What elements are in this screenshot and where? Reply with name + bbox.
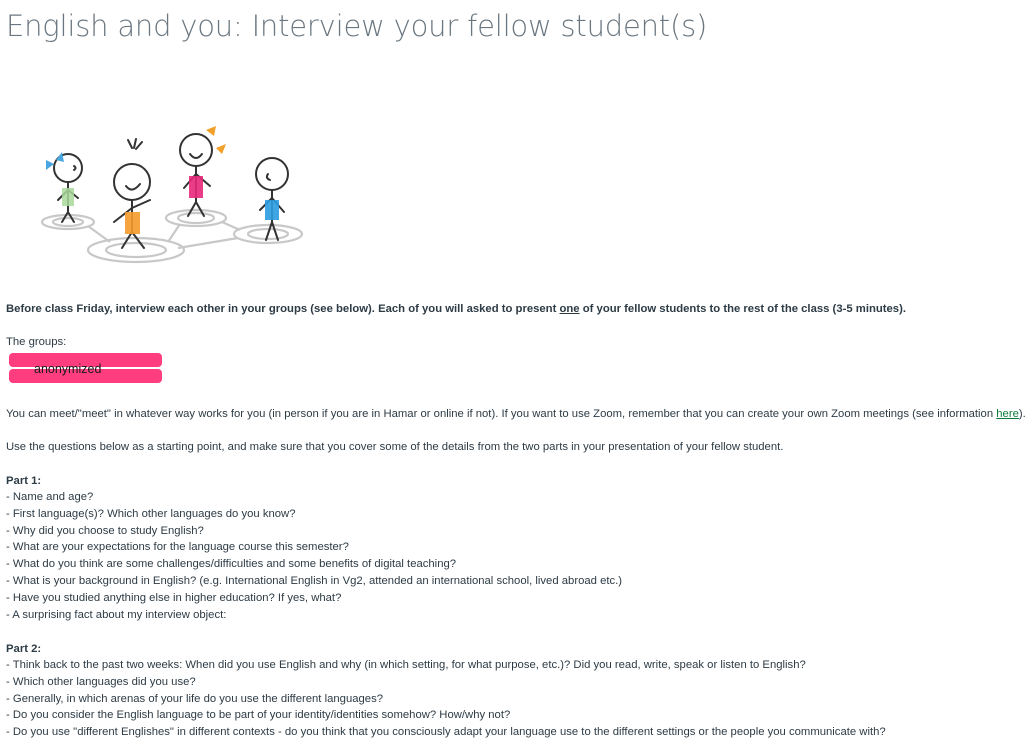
redacted-group-names: anonymized: [34, 362, 102, 376]
zoom-paragraph: [6, 406, 1026, 423]
part1-question: - First language(s)? Which other languages do you know?: [6, 507, 296, 520]
zoom-text: You can meet/"meet" in whatever way works for you (in person if you are in Hamar or online if not). If you want to use Zoom, remember that you can create your own Zoom meetings (see information: [6, 408, 997, 420]
intro-text-start: Before class Friday, interview each other in your groups (see below). Each of you will asked to present: [6, 303, 560, 315]
part1-question-list: [6, 489, 622, 623]
zoom-info-link[interactable]: here: [996, 408, 1019, 420]
part1-heading: Part 1:: [6, 475, 42, 487]
part2-heading: Part 2:: [6, 643, 42, 655]
intro-text-end: of your fellow students to the rest of the class (3-5 minutes).: [579, 303, 906, 315]
part2-question-list: [6, 657, 886, 741]
groups-label: The groups:: [6, 336, 67, 348]
part2-question: - Generally, in which arenas of your life do you use the different languages?: [6, 692, 384, 705]
part1-question: - What do you think are some challenges/difficulties and some benefits of digital teaching?: [6, 558, 457, 571]
part1-question: - Name and age?: [6, 491, 94, 503]
part2-question: - Do you consider the English language to be part of your identity/identities somehow? How/why not?: [6, 709, 511, 722]
zoom-text-end: ).: [1018, 408, 1026, 420]
part1-question: - A surprising fact about my interview object:: [6, 608, 227, 621]
part1-question: - What is your background in English? (e.g. International English in Vg2, attended an international school, lived abroad etc.): [6, 574, 623, 587]
instructions-paragraph: Use the questions below as a starting point, and make sure that you cover some of the details from the two parts in your presentation of your fellow student.: [6, 441, 784, 453]
part2-question: - Think back to the past two weeks: When did you use English and why (in which setting, for what purpose, etc.)? Did you read, write, speak or listen to English?: [6, 659, 806, 671]
page-title: English and you: Interview your fellow student(s): [6, 9, 708, 43]
students-network-illustration: [28, 122, 318, 270]
part1-question: - What are your expectations for the language course this semester?: [6, 541, 349, 554]
part2-question: - Do you use "different Englishes" in different contexts - do you think that you consciously adapt your language use to the different settings or the people you communicate with?: [6, 726, 886, 739]
part2-question: - Which other languages did you use?: [6, 675, 196, 688]
intro-emphasis: one: [559, 303, 580, 315]
part1-question: - Why did you choose to study English?: [6, 524, 204, 537]
part1-question: - Have you studied anything else in higher education? If yes, what?: [6, 591, 342, 604]
intro-paragraph: [6, 301, 906, 318]
